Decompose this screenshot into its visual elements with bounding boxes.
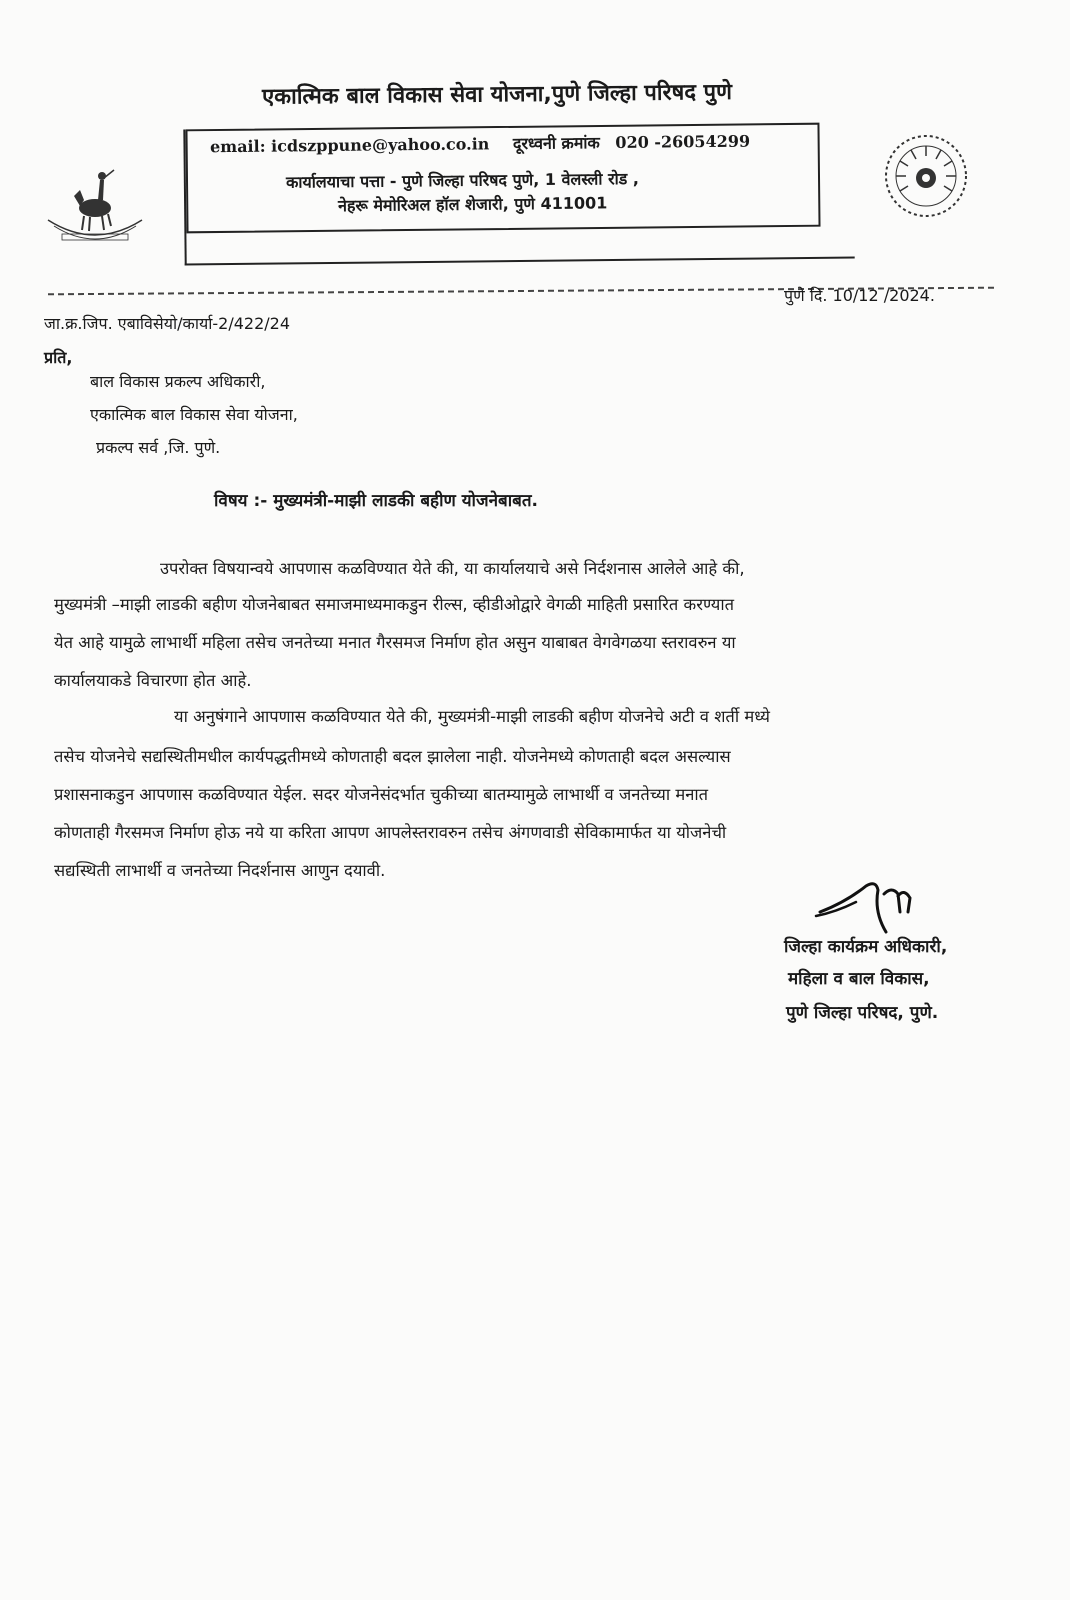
email-text: email: icdszppune@yahoo.co.in [209, 134, 490, 157]
reference-number: जा.क्र.जिप. एबाविसेयो/कार्या-2/422/24 [44, 314, 291, 333]
paragraph-2-line: या अनुषंगाने आपणास कळविण्यात येते की, मुख्यमंत्री-माझी लाडकी बहीण योजनेचे अटी व शर्ती मध्ये [174, 707, 770, 726]
paragraph-1-line: मुख्यमंत्री –माझी लाडकी बहीण योजनेबाबत समाजमाध्यमाकडुन रील्स, व्हीडीओद्वारे वेगळी माहिती प्रसारित करण्यात [54, 595, 735, 614]
recipient-line: प्रकल्प सर्व ,जि. पुणे. [96, 438, 221, 457]
paragraph-1-line: येत आहे यामुळे लाभार्थी महिला तसेच जनतेच्या मनात गैरसमज निर्माण होत असुन याबाबत वेगवेगळया स्तरावरुन या [54, 633, 736, 652]
paragraph-2-line: सद्यस्थिती लाभार्थी व जनतेच्या निदर्शनास आणुन दयावी. [54, 861, 386, 880]
zilla-parishad-emblem-icon [40, 160, 150, 250]
phone-number: 020 -26054299 [615, 131, 751, 153]
phone-label: दूरध्वनी क्रमांक [512, 133, 600, 154]
recipient-line: एकात्मिक बाल विकास सेवा योजना, [90, 405, 298, 424]
paragraph-1-line: कार्यालयाकडे विचारणा होत आहे. [54, 671, 252, 690]
signature-mark [806, 872, 926, 942]
icds-emblem-icon [878, 128, 974, 224]
signatory-office: पुणे जिल्हा परिषद, पुणे. [786, 1003, 939, 1023]
paragraph-2-line: कोणताही गैरसमज निर्माण होऊ नये या करिता आपण आपलेस्तरावरुन तसेच अंगणवाडी सेविकामार्फत या योजनेची [54, 823, 727, 842]
letter-date: पुणे दि. 10/12 /2024. [784, 286, 935, 305]
paragraph-2-line: प्रशासनाकडुन आपणास कळविण्यात येईल. सदर योजनेसंदर्भात चुकीच्या बातम्यामुळे लाभार्थी व जनतेच्या मनात [54, 785, 709, 804]
recipient-line: बाल विकास प्रकल्प अधिकारी, [90, 372, 266, 391]
recipient-label: प्रति, [44, 348, 73, 367]
paragraph-2-line: तसेच योजनेचे सद्यस्थितीमधील कार्यपद्धतीमध्ये कोणताही बदल झालेला नाही. योजनेमध्ये कोणताही बदल असल्यास [54, 747, 731, 766]
signatory-department: महिला व बाल विकास, [788, 969, 930, 989]
signatory-title: जिल्हा कार्यक्रम अधिकारी, [784, 937, 948, 957]
address-line-1: कार्यालयाचा पत्ता - पुणे जिल्हा परिषद पुणे, 1 वेलस्ली रोड , [285, 169, 640, 192]
organization-title: एकात्मिक बाल विकास सेवा योजना,पुणे जिल्हा परिषद पुणे [261, 79, 733, 110]
paragraph-1-line: उपरोक्त विषयान्वये आपणास कळविण्यात येते की, या कार्यालयाचे असे निर्दशनास आलेले आहे की, [160, 559, 745, 578]
subject-line: विषय :- मुख्यमंत्री-माझी लाडकी बहीण योजनेबाबत. [214, 491, 538, 511]
address-line-2: नेहरू मेमोरिअल हॉल शेजारी, पुणे 411001 [337, 193, 608, 216]
